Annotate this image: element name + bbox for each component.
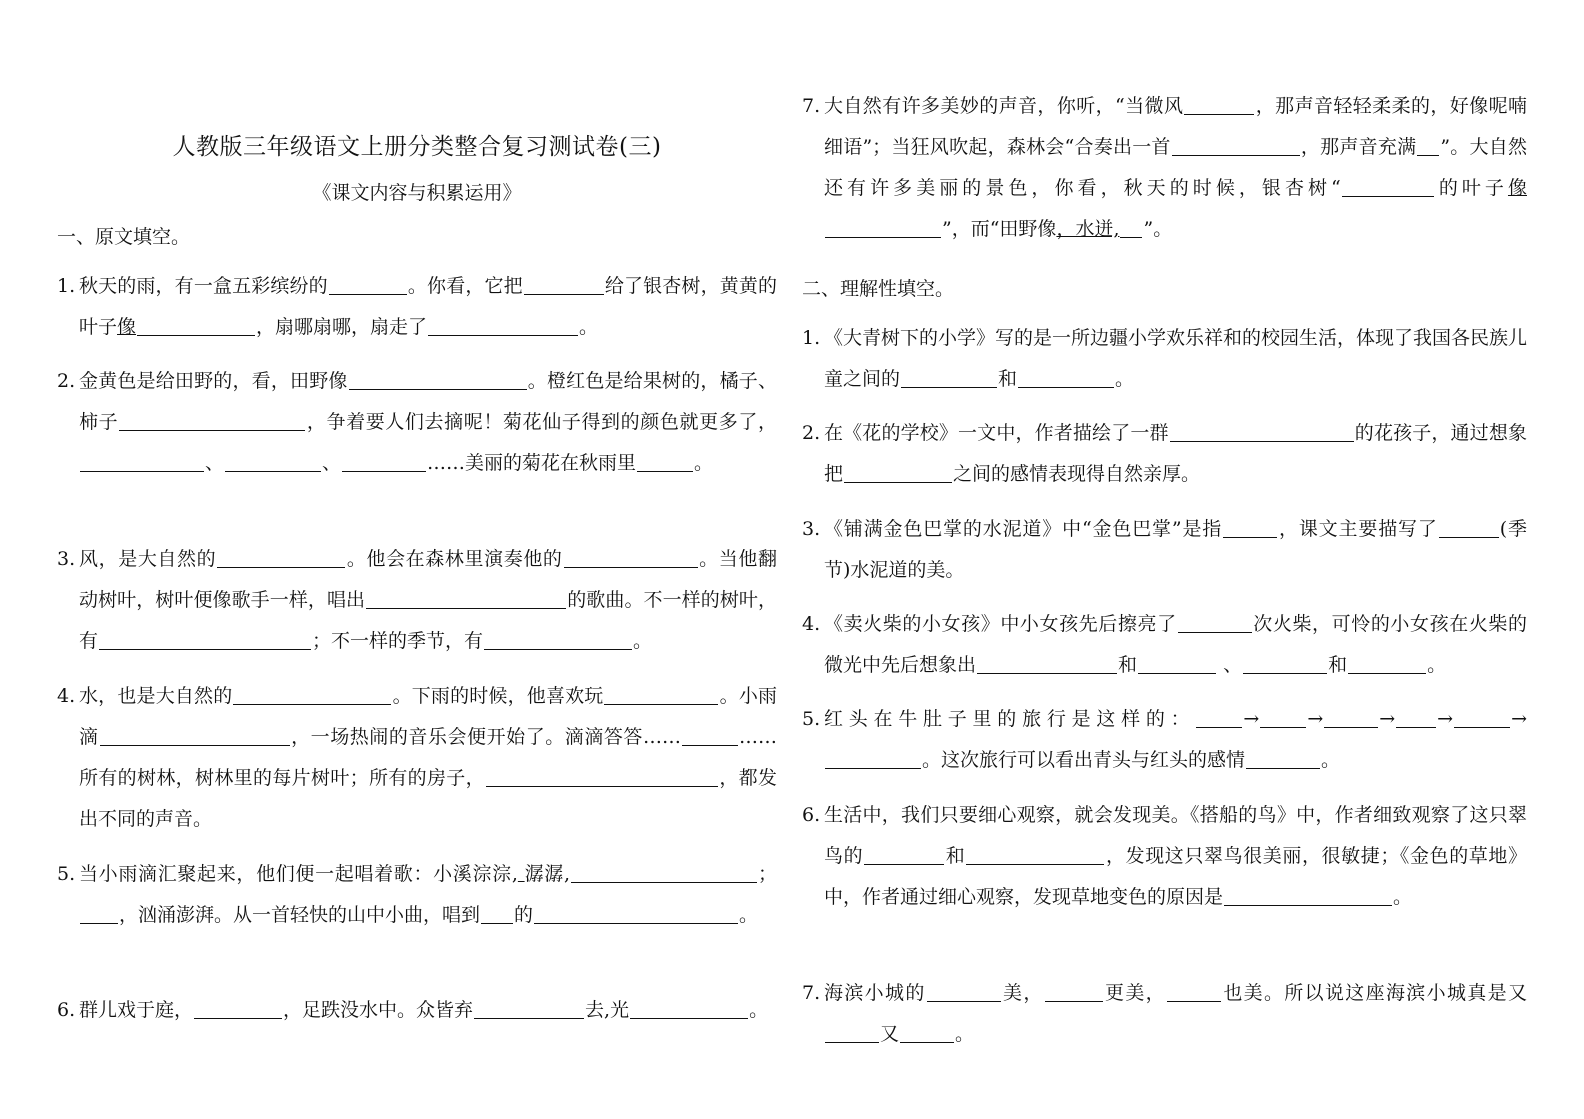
question-1-4: 4. 水，也是大自然的 。下雨的时候，他喜欢玩 。小雨滴 ，一场热闹的音乐会便开始了。滴滴答答…… ……所有的树林，树林里的每片树叶；所有的房子， ，都发出不同的声音。	[57, 676, 777, 840]
question-2-4: 4. 《卖火柴的小女孩》中小女孩先后擦亮了 次火柴，可怜的小女孩在火柴的微光中先后想象出 和 、 和 。	[802, 604, 1527, 686]
blank[interactable]	[637, 447, 693, 472]
blank[interactable]	[1196, 703, 1242, 728]
question-2-3: 3. 《铺满金色巴掌的水泥道》中“金色巴掌”是指 ，课文主要描写了 (季节)水泥道的美。	[802, 509, 1527, 591]
blank[interactable]	[564, 543, 698, 568]
blank[interactable]	[80, 899, 118, 924]
blank[interactable]	[481, 899, 513, 924]
question-1-1: 1. 秋天的雨，有一盒五彩缤纷的 。你看，它把 给了银杏树，黄黄的叶子像 ，扇哪扇哪，扇走了 。	[57, 266, 777, 348]
blank[interactable]	[1260, 703, 1306, 728]
blank[interactable]	[349, 365, 527, 390]
blank[interactable]	[825, 744, 921, 769]
blank[interactable]	[1342, 172, 1434, 197]
blank[interactable]	[901, 363, 997, 388]
page-title: 人教版三年级语文上册分类整合复习测试卷(三)	[172, 134, 662, 160]
blank[interactable]	[825, 213, 941, 238]
section-1-heading: 一、原文填空。	[57, 226, 191, 248]
blank[interactable]	[1324, 703, 1378, 728]
blank[interactable]	[119, 406, 305, 431]
blank[interactable]	[524, 270, 604, 295]
question-1-6: 6. 群儿戏于庭， ，足跌没水中。众皆弃 去,光 。	[57, 990, 777, 1031]
blank[interactable]	[1045, 977, 1103, 1002]
blank[interactable]	[825, 1018, 879, 1043]
blank[interactable]	[927, 977, 1001, 1002]
blank[interactable]	[1454, 703, 1510, 728]
blank[interactable]	[225, 447, 321, 472]
blank[interactable]	[100, 721, 290, 746]
blank[interactable]	[1224, 881, 1392, 906]
blank[interactable]	[474, 994, 584, 1019]
question-2-2: 2. 在《花的学校》一文中，作者描绘了一群 的花孩子，通过想象把 之间的感情表现得自然亲厚。	[802, 413, 1527, 495]
blank[interactable]	[137, 311, 255, 336]
blank[interactable]	[604, 680, 718, 705]
blank[interactable]	[1348, 649, 1426, 674]
blank[interactable]	[428, 311, 578, 336]
question-2-7: 7. 海滨小城的 美， 更美， 也美。所以说这座海滨小城真是又又 。	[802, 973, 1527, 1055]
blank[interactable]	[1417, 131, 1439, 156]
blank[interactable]	[1018, 363, 1114, 388]
blank[interactable]	[1246, 744, 1320, 769]
blank[interactable]	[900, 1018, 954, 1043]
blank[interactable]	[1172, 131, 1300, 156]
blank[interactable]	[1243, 649, 1327, 674]
blank[interactable]	[844, 458, 952, 483]
blank[interactable]	[99, 625, 311, 650]
page-subtitle: 《课文内容与积累运用》	[312, 182, 522, 204]
blank[interactable]	[80, 447, 204, 472]
blank[interactable]	[966, 840, 1104, 865]
blank[interactable]	[1170, 417, 1354, 442]
question-2-1: 1. 《大青树下的小学》写的是一所边疆小学欢乐祥和的校园生活，体现了我国各民族儿童之间的 和 。	[802, 327, 1528, 390]
blank[interactable]	[977, 649, 1117, 674]
blank[interactable]	[682, 721, 738, 746]
blank[interactable]	[1120, 213, 1142, 238]
blank[interactable]	[1167, 977, 1221, 1002]
question-1-3: 3. 风，是大自然的 。他会在森林里演奏他的 。当他翻动树叶，树叶便像歌手一样，唱出 的歌曲。不一样的树叶，有 ；不一样的季节，有 。	[57, 539, 777, 662]
section-2-heading: 二、理解性填空。	[802, 278, 955, 300]
blank[interactable]	[233, 680, 391, 705]
blank[interactable]	[1396, 703, 1436, 728]
blank[interactable]	[486, 762, 718, 787]
question-2-6: 6. 生活中，我们只要细心观察，就会发现美。《搭船的鸟》中，作者细致观察了这只翠鸟的 和 ，发现这只翠鸟很美丽，很敏捷；《金色的草地》中，作者通过细心观察，发现草地变色的原因是 。	[802, 804, 1527, 908]
blank[interactable]	[1439, 513, 1499, 538]
blank[interactable]	[366, 584, 566, 609]
blank[interactable]	[1184, 90, 1254, 115]
blank[interactable]	[217, 543, 345, 568]
blank[interactable]	[1178, 608, 1252, 633]
question-1-2: 2. 金黄色是给田野的，看，田野像 。橙红色是给果树的，橘子、柿子 ，争着要人们去摘呢！菊花仙子得到的颜色就更多了，、 、 ……美丽的菊花在秋雨里 。	[57, 361, 777, 484]
question-2-5: 5. 红头在牛肚子里的旅行是这样的： → → → → →。这次旅行可以看出青头与红头的感情 。	[802, 699, 1527, 781]
question-1-5: 5. 当小雨滴汇聚起来，他们便一起唱着歌：小溪淙淙, 潺潺, ；，汹涌澎湃。从一首轻快的山中小曲，唱到 的 。	[57, 854, 777, 936]
blank[interactable]	[484, 625, 632, 650]
blank[interactable]	[1138, 649, 1216, 674]
blank[interactable]	[630, 994, 748, 1019]
blank[interactable]	[194, 994, 282, 1019]
blank[interactable]	[571, 858, 757, 883]
blank[interactable]	[864, 840, 944, 865]
blank[interactable]	[1223, 513, 1277, 538]
blank[interactable]	[534, 899, 738, 924]
blank[interactable]	[329, 270, 407, 295]
blank[interactable]	[342, 447, 426, 472]
question-1-7: 7. 大自然有许多美妙的声音，你听，“当微风 ，那声音轻轻柔柔的，好像呢喃细语”；当狂风吹起，森林会“合奏出一首 ，那声音充满 ”。大自然还有许多美丽的景色，你看，秋天的时候，银杏树“ 的叶子像”，而“田野像，水迸, ”。	[802, 86, 1527, 250]
